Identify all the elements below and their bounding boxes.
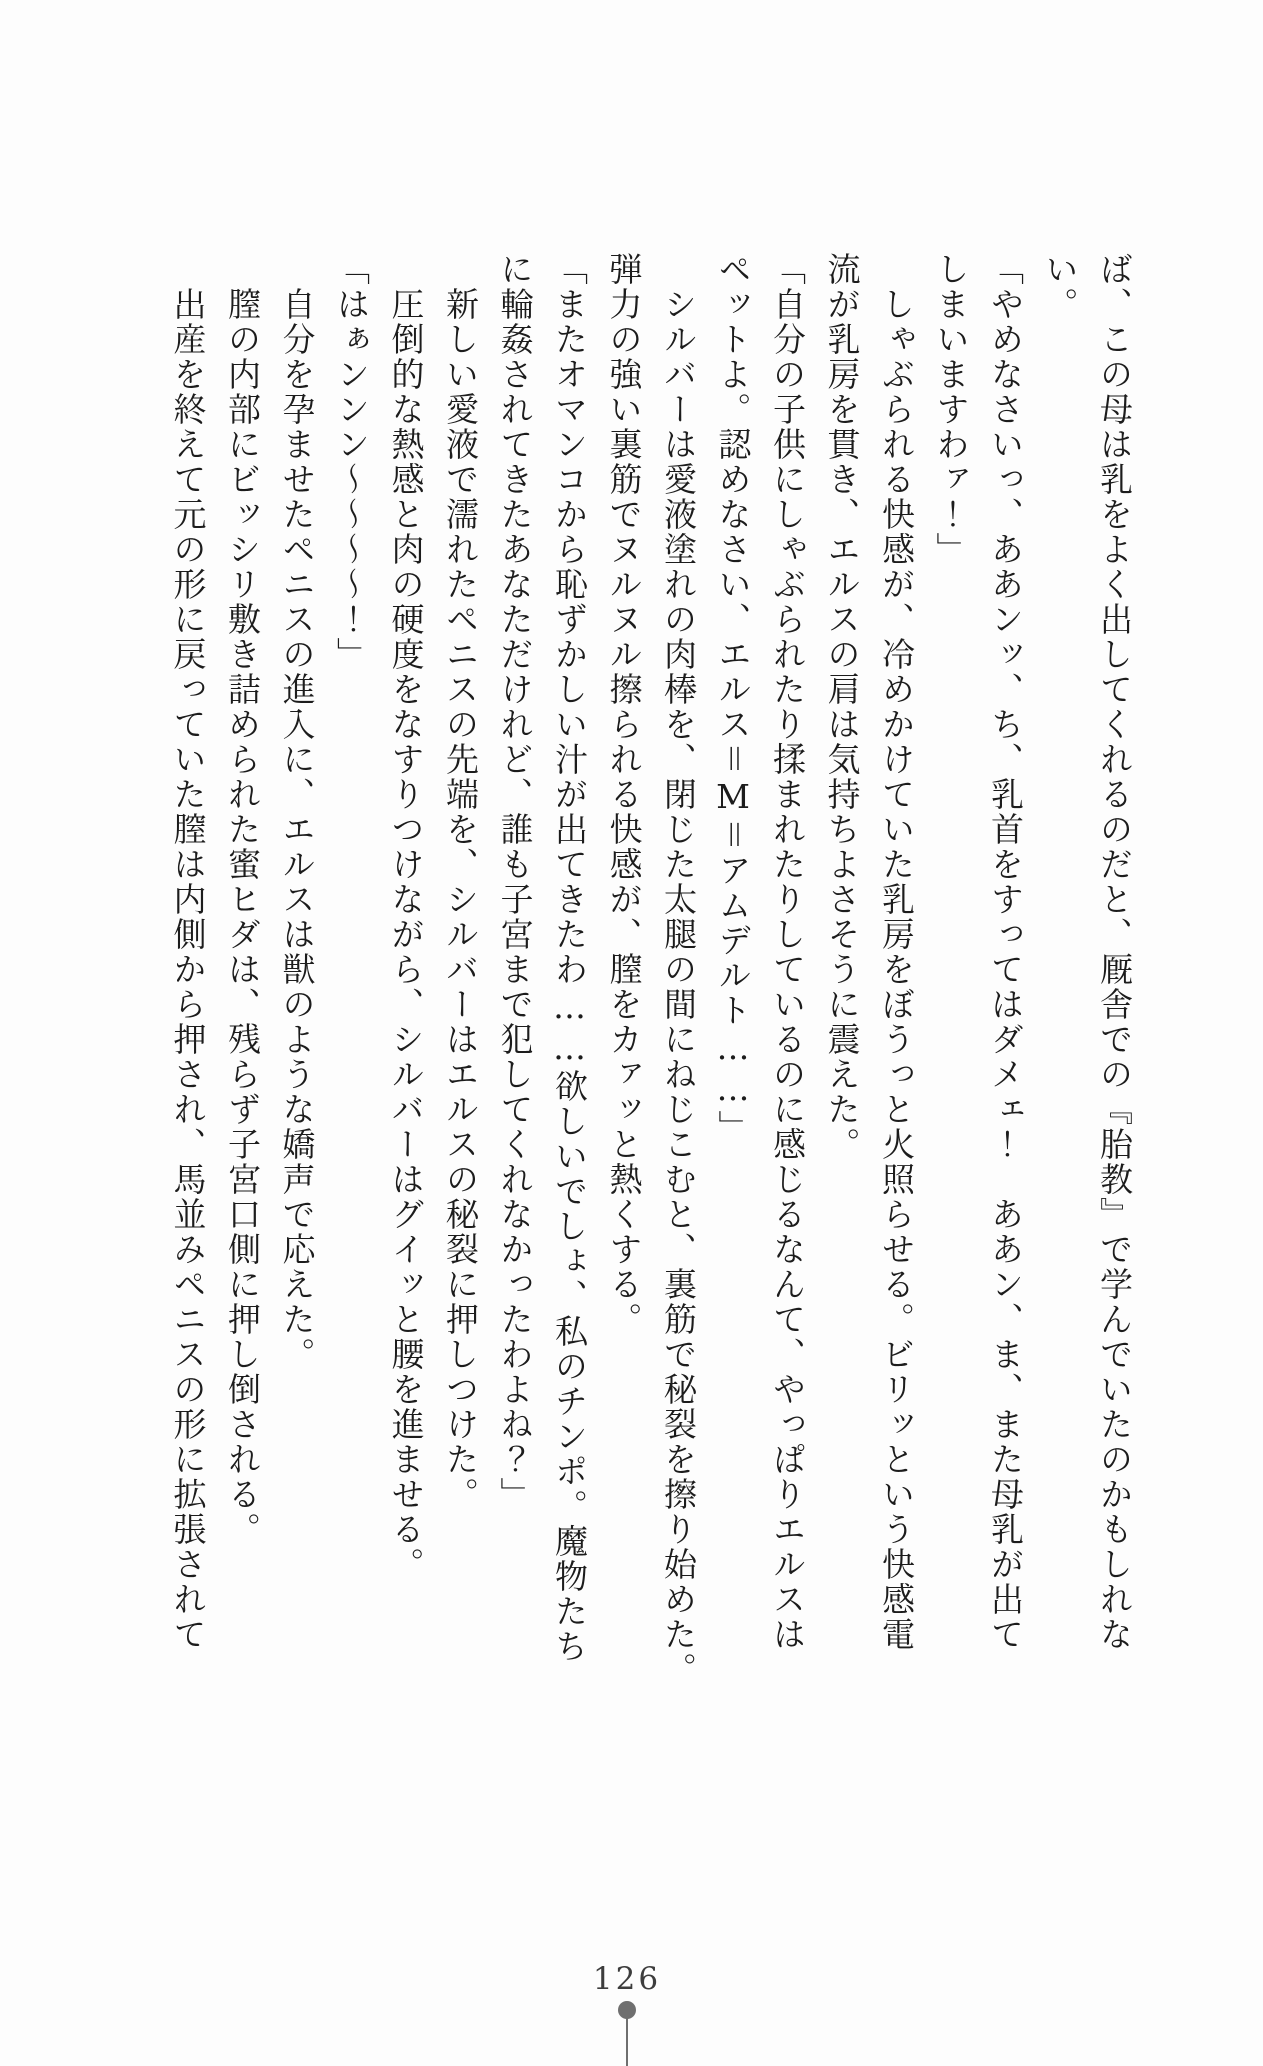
text-block xyxy=(160,252,1141,1687)
text-column: に輪姦されてきたあなただけれど、誰も子宮まで犯してくれなかったわよね？」 xyxy=(495,252,535,1512)
text-column: 圧倒的な熱感と肉の硬度をなすりつけながら、シルバーはグイッと腰を進ませる。 xyxy=(386,287,426,1582)
text-column: 弾力の強い裏筋でヌルヌル擦られる快感が、膣をカァッと熱くする。 xyxy=(604,252,644,1337)
text-column: 「はぁンンン〜〜〜〜！」 xyxy=(332,252,371,672)
text-column: 自分を孕ませたペニスの進入に、エルスは獣のような嬌声で応えた。 xyxy=(277,287,317,1372)
text-column: 「やめなさいっ、ああンッ、ち、乳首をすってはダメェ！ ああン、ま、また母乳が出て xyxy=(986,252,1025,1652)
text-column: 「自分の子供にしゃぶられたり揉まれたりしているのに感じるなんて、やっぱりエルスは xyxy=(768,252,807,1652)
text-column: 膣の内部にビッシリ敷き詰められた蜜ヒダは、残らず子宮口側に押し倒される。 xyxy=(223,287,262,1547)
footer-marker-line xyxy=(626,2010,628,2066)
text-column: シルバーは愛液塗れの肉棒を、閉じた太腿の間にねじこむと、裏筋で秘裂を擦り始めた。 xyxy=(659,287,698,1687)
text-column: い。 xyxy=(1040,252,1080,322)
text-column: 「またオマンコから恥ずかしい汁が出てきたわ……欲しいでしょ、私のチンポ。魔物たち xyxy=(550,252,589,1664)
text-column: 流が乳房を貫き、エルスの肩は気持ちよさそうに震えた。 xyxy=(822,252,862,1162)
text-column: 出産を終えて元の形に戻っていた膣は内側から押され、馬並みペニスの形に拡張されて xyxy=(168,287,208,1652)
text-column: しまいますわァ！」 xyxy=(931,252,971,567)
text-column: ば、この母は乳をよく出してくれるのだと、厩舎での『胎教』で学んでいたのかもしれな xyxy=(1095,252,1134,1652)
page-number-label: 126 xyxy=(592,1961,662,1997)
text-column: ペットよ。認めなさい、エルス＝M＝アムデルト……」 xyxy=(713,252,753,1145)
text-column: 新しい愛液で濡れたペニスの先端を、シルバーはエルスの秘裂に押しつけた。 xyxy=(441,287,480,1512)
text-column: しゃぶられる快感が、冷めかけていた乳房をぼうっと火照らせる。ビリッという快感電 xyxy=(877,287,916,1652)
